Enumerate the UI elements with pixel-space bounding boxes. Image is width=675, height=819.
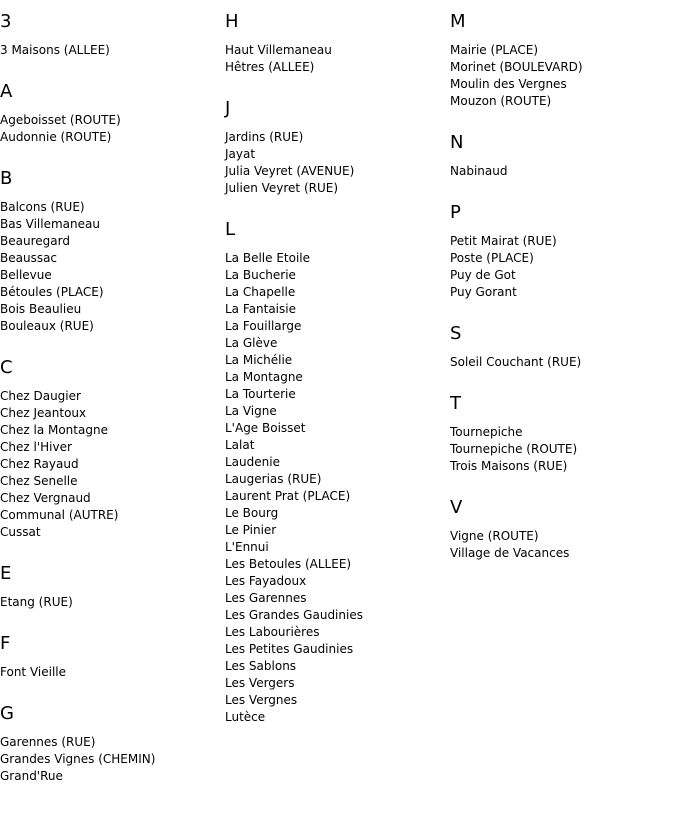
street-link-laugerias-rue[interactable]: Laugerias (RUE) [225,472,322,486]
street-link-audonnie-route[interactable]: Audonnie (ROUTE) [0,130,112,144]
street-link-nabinaud[interactable]: Nabinaud [450,164,508,178]
street-list [0,199,220,335]
index-column-1 [0,11,220,807]
street-link-mairie-place[interactable]: Mairie (PLACE) [450,43,539,57]
street-link-laurent-prat-place[interactable]: Laurent Prat (PLACE) [225,489,351,503]
letter-heading: A [0,81,13,102]
street-list [225,42,445,76]
street-link-hetres-allee[interactable]: Hêtres (ALLEE) [225,60,315,74]
street-link-l-ennui[interactable]: L'Ennui [225,540,269,554]
street-link-la-fantaisie[interactable]: La Fantaisie [225,302,296,316]
letter-group-g [0,703,220,785]
street-link-jayat[interactable]: Jayat [225,147,256,161]
street-link-morinet-boulevard[interactable]: Morinet (BOULEVARD) [450,60,583,74]
index-column-3 [450,11,670,584]
street-link-jardins-rue[interactable]: Jardins (RUE) [225,130,304,144]
street-list [450,528,670,562]
street-list [450,424,670,475]
street-link-beaussac[interactable]: Beaussac [0,251,58,265]
street-link-chez-l-hiver[interactable]: Chez l'Hiver [0,440,72,454]
street-link-la-gleve[interactable]: La Glève [225,336,278,350]
street-link-font-vieille[interactable]: Font Vieille [0,665,66,679]
street-link-grandes-vignes-chemin[interactable]: Grandes Vignes (CHEMIN) [0,752,156,766]
letter-heading: S [450,323,462,344]
street-link-communal-autre[interactable]: Communal (AUTRE) [0,508,119,522]
street-link-julia-veyret-avenue[interactable]: Julia Veyret (AVENUE) [225,164,355,178]
letter-heading: H [225,11,239,32]
letter-heading: V [450,497,463,518]
street-link-les-vergnes[interactable]: Les Vergnes [225,693,298,707]
street-link-ageboisset-route[interactable]: Ageboisset (ROUTE) [0,113,121,127]
street-link-lalat[interactable]: Lalat [225,438,255,452]
street-link-le-bourg[interactable]: Le Bourg [225,506,279,520]
street-link-haut-villemaneau[interactable]: Haut Villemaneau [225,43,332,57]
street-link-la-montagne[interactable]: La Montagne [225,370,303,384]
street-link-la-fouillarge[interactable]: La Fouillarge [225,319,302,333]
street-link-3-maisons-allee[interactable]: 3 Maisons (ALLEE) [0,43,110,57]
letter-group-f [0,633,220,681]
street-link-l-age-boisset[interactable]: L'Age Boisset [225,421,306,435]
letter-heading: F [0,633,11,654]
street-link-la-bucherie[interactable]: La Bucherie [225,268,296,282]
street-link-beauregard[interactable]: Beauregard [0,234,70,248]
letter-heading: 3 [0,11,12,32]
letter-group-b [0,168,220,335]
street-link-puy-de-got[interactable]: Puy de Got [450,268,516,282]
street-list [0,664,220,681]
street-link-bouleaux-rue[interactable]: Bouleaux (RUE) [0,319,94,333]
street-link-balcons-rue[interactable]: Balcons (RUE) [0,200,85,214]
street-link-chez-daugier[interactable]: Chez Daugier [0,389,81,403]
street-link-lutece[interactable]: Lutèce [225,710,266,724]
letter-heading: J [225,98,231,119]
street-list [450,42,670,110]
letter-heading: M [450,11,466,32]
letter-heading: B [0,168,13,189]
street-link-puy-gorant[interactable]: Puy Gorant [450,285,517,299]
street-link-village-de-vacances[interactable]: Village de Vacances [450,546,570,560]
street-link-vigne-route[interactable]: Vigne (ROUTE) [450,529,539,543]
street-link-chez-vergnaud[interactable]: Chez Vergnaud [0,491,91,505]
letter-group-l [225,219,445,726]
letter-group-m [450,11,670,110]
street-list [0,594,220,611]
index-column-2 [225,11,445,748]
street-link-bas-villemaneau[interactable]: Bas Villemaneau [0,217,100,231]
letter-heading: T [450,393,461,414]
street-list [225,129,445,197]
street-list [450,233,670,301]
street-link-grand-rue[interactable]: Grand'Rue [0,769,63,783]
street-link-julien-veyret-rue[interactable]: Julien Veyret (RUE) [225,181,339,195]
street-link-les-labourieres[interactable]: Les Labourières [225,625,320,639]
street-link-le-pinier[interactable]: Le Pinier [225,523,277,537]
street-link-chez-la-montagne[interactable]: Chez la Montagne [0,423,108,437]
street-list [0,42,220,59]
street-list [0,112,220,146]
street-link-poste-place[interactable]: Poste (PLACE) [450,251,534,265]
street-link-petit-mairat-rue[interactable]: Petit Mairat (RUE) [450,234,557,248]
street-link-cussat[interactable]: Cussat [0,525,41,539]
letter-heading: P [450,202,461,223]
street-link-la-tourterie[interactable]: La Tourterie [225,387,296,401]
street-link-la-vigne[interactable]: La Vigne [225,404,277,418]
street-link-les-garennes[interactable]: Les Garennes [225,591,307,605]
letter-group-s [450,323,670,371]
street-link-moulin-des-vergnes[interactable]: Moulin des Vergnes [450,77,567,91]
letter-group-v [450,497,670,562]
street-link-tournepiche-route[interactable]: Tournepiche (ROUTE) [450,442,578,456]
street-link-la-chapelle[interactable]: La Chapelle [225,285,296,299]
street-link-betoules-place[interactable]: Bétoules (PLACE) [0,285,104,299]
letter-group-j [225,98,445,197]
street-link-garennes-rue[interactable]: Garennes (RUE) [0,735,96,749]
street-list [0,734,220,785]
street-list [225,250,445,726]
street-link-les-vergers[interactable]: Les Vergers [225,676,295,690]
letter-heading: N [450,132,464,153]
street-link-mouzon-route[interactable]: Mouzon (ROUTE) [450,94,552,108]
letter-group-3 [0,11,220,59]
street-link-bois-beaulieu[interactable]: Bois Beaulieu [0,302,82,316]
street-link-trois-maisons-rue[interactable]: Trois Maisons (RUE) [450,459,568,473]
letter-group-e [0,563,220,611]
letter-heading: C [0,357,13,378]
street-list [0,388,220,541]
letter-heading: G [0,703,14,724]
letter-group-c [0,357,220,541]
street-link-bellevue[interactable]: Bellevue [0,268,52,282]
street-link-etang-rue[interactable]: Etang (RUE) [0,595,73,609]
street-list [450,163,670,180]
letter-group-t [450,393,670,475]
letter-group-h [225,11,445,76]
letter-group-a [0,81,220,146]
street-list [450,354,670,371]
street-link-soleil-couchant-rue[interactable]: Soleil Couchant (RUE) [450,355,582,369]
street-link-les-fayadoux[interactable]: Les Fayadoux [225,574,307,588]
street-link-tournepiche[interactable]: Tournepiche [450,425,523,439]
letter-heading: L [225,219,236,240]
letter-heading: E [0,563,12,584]
street-link-chez-senelle[interactable]: Chez Senelle [0,474,78,488]
street-link-chez-rayaud[interactable]: Chez Rayaud [0,457,79,471]
street-link-la-belle-etoile[interactable]: La Belle Etoile [225,251,311,265]
street-link-les-petites-gaudinies[interactable]: Les Petites Gaudinies [225,642,354,656]
street-link-les-sablons[interactable]: Les Sablons [225,659,297,673]
street-link-les-grandes-gaudinies[interactable]: Les Grandes Gaudinies [225,608,363,622]
letter-group-p [450,202,670,301]
street-link-chez-jeantoux[interactable]: Chez Jeantoux [0,406,87,420]
letter-group-n [450,132,670,180]
street-link-les-betoules-allee[interactable]: Les Betoules (ALLEE) [225,557,352,571]
street-link-laudenie[interactable]: Laudenie [225,455,280,469]
street-link-la-michelie[interactable]: La Michélie [225,353,293,367]
